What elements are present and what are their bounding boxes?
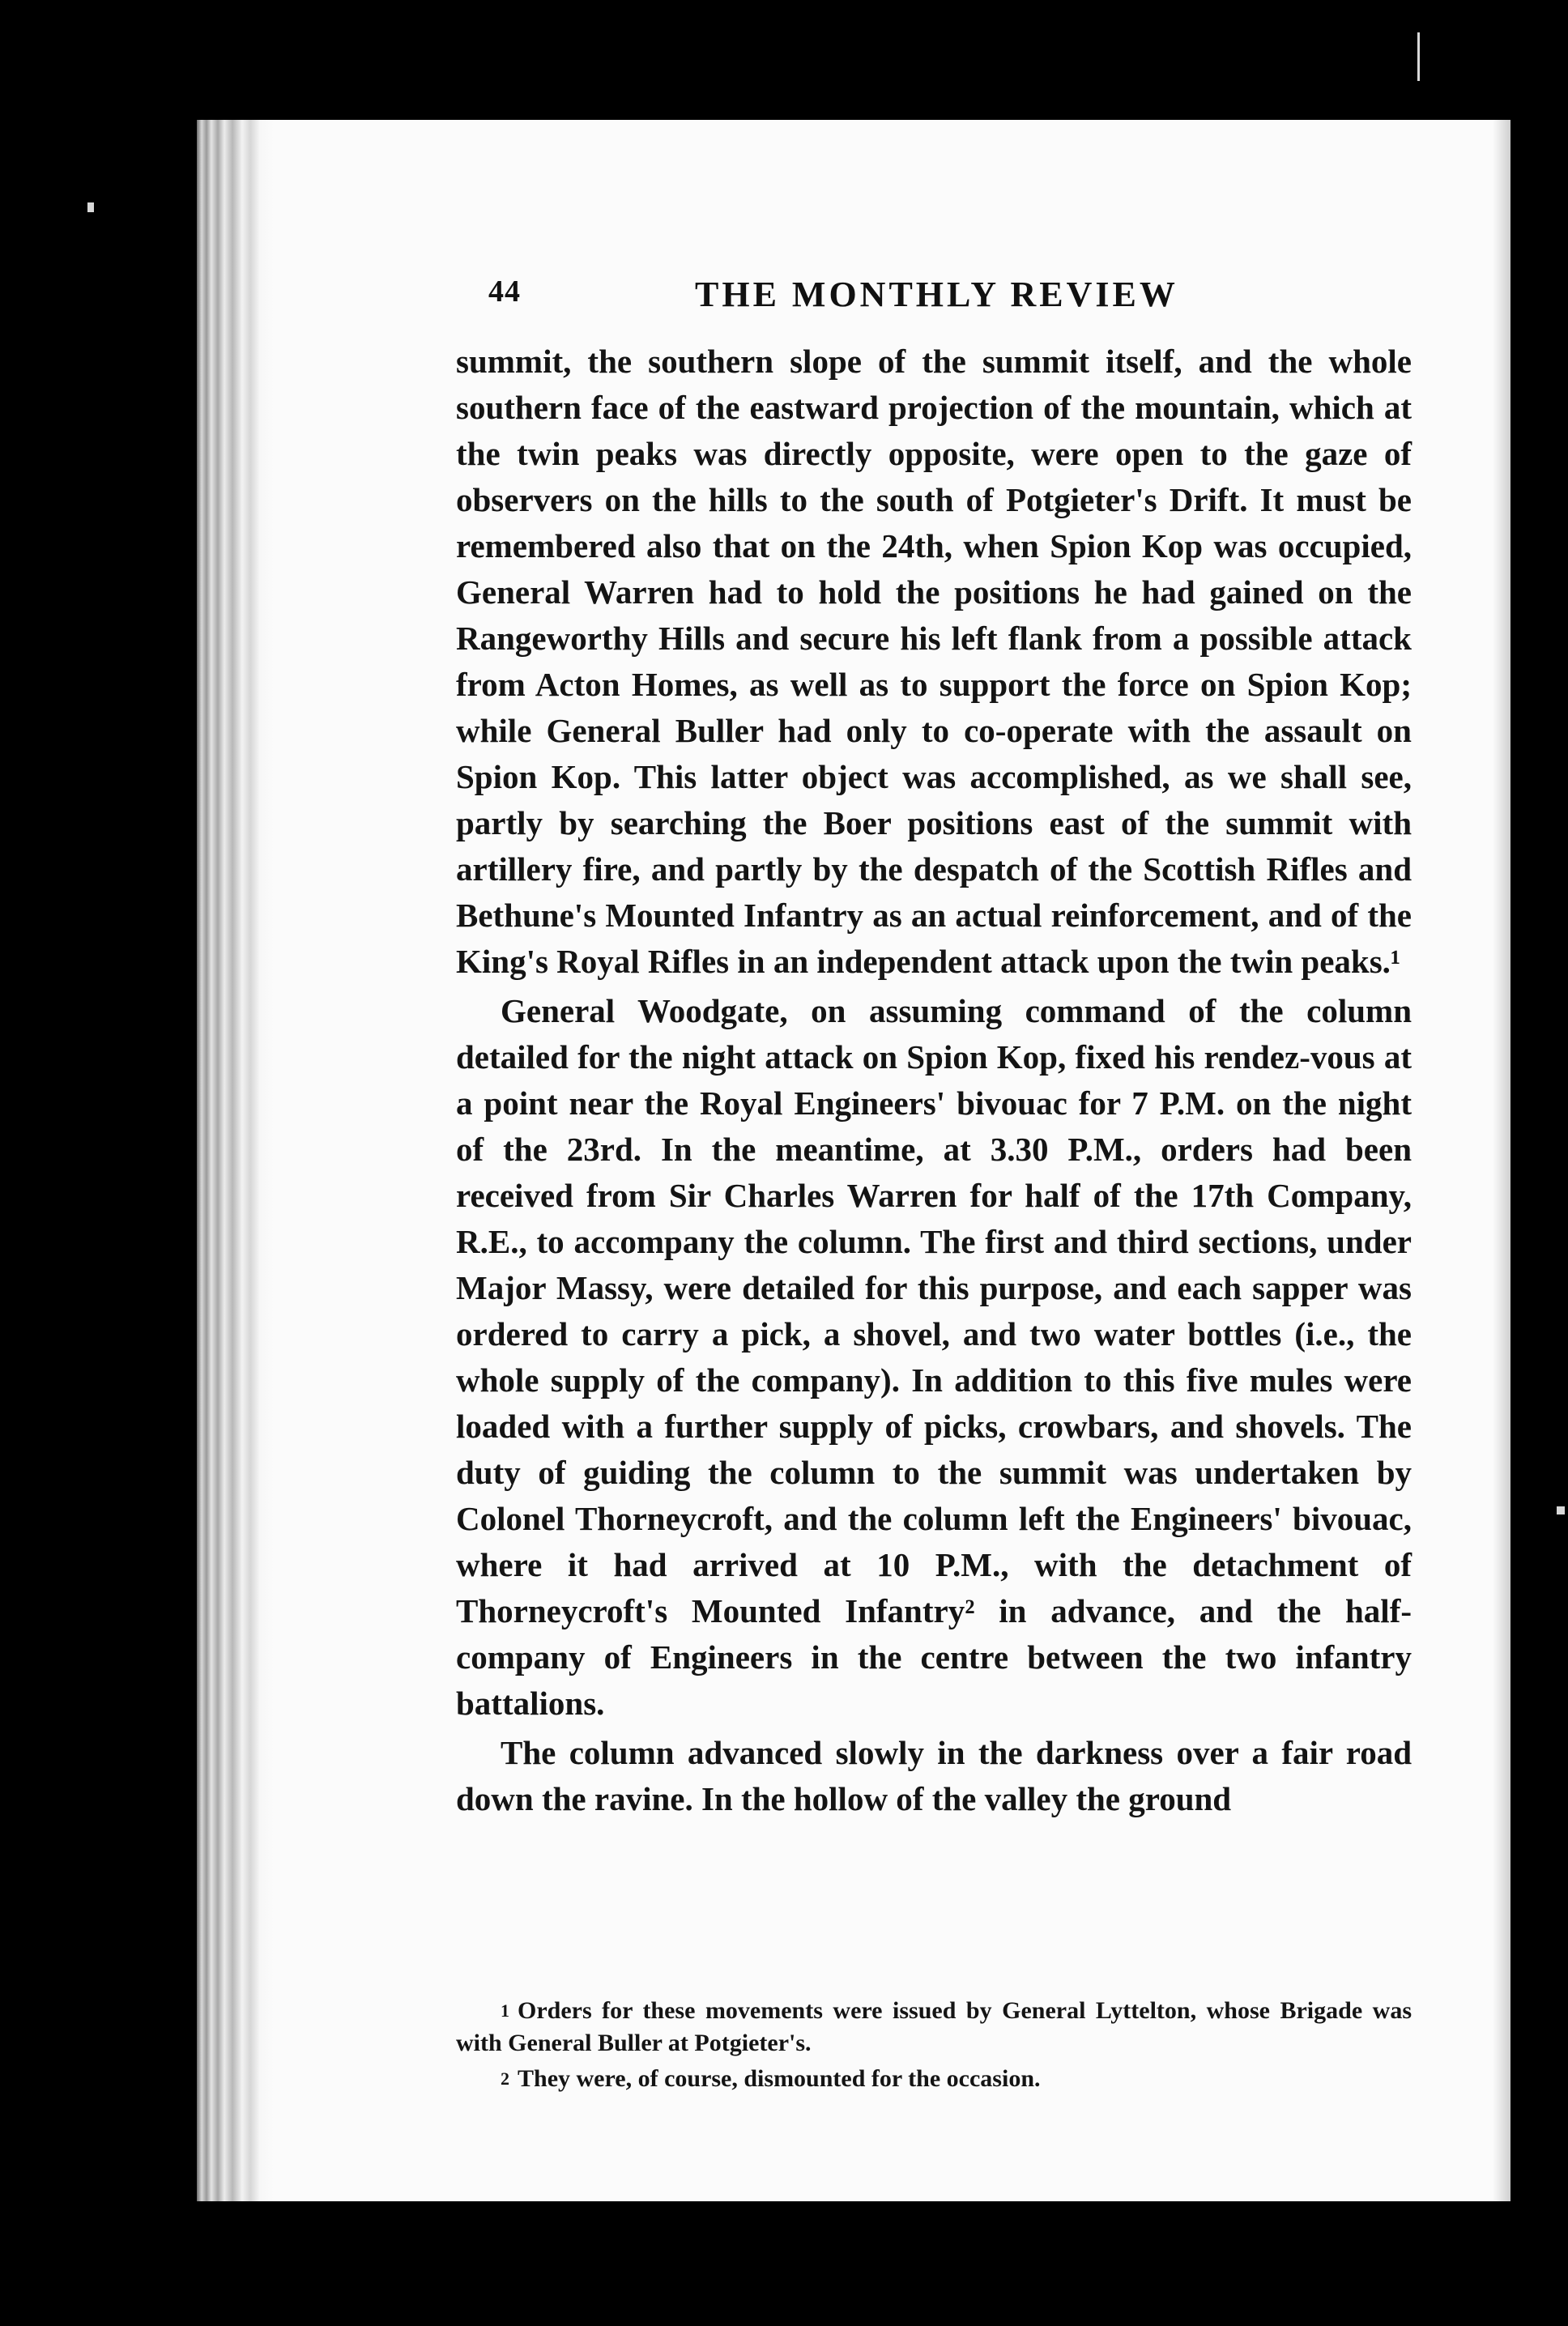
footnote-2 [456, 2063, 1412, 2095]
page-spine-shadow [197, 120, 274, 2201]
footnote-1 [456, 1995, 1412, 2060]
footnote-marker: 2 [501, 2068, 509, 2089]
paragraph-1: summit, the southern slope of the summit itself, and the whole southern face of the eastward projection of the mountain, which at the twin peaks was directly opposite, were open to the gaze of observers on the hills to the south of Potgieter's Drift. It must be remembered also that on the 24th, when Spion Kop was occupied, General Warren had to hold the positions he had gained on the Rangeworthy Hills and secure his left flank from a possible attack from Acton Homes, as well as to support the force on Spion Kop; while General Buller had only to co-operate with the assault on Spion Kop. This latter object was accomplished, as we shall see, partly by searching the Boer positions east of the summit with artillery fire, and partly by the despatch of the Scottish Rifles and Bethune's Mounted Infantry as an actual reinforcement, and of the King's Royal Rifles in an independent attack upon the twin peaks.¹ [456, 343, 1412, 980]
scan-speck [87, 202, 94, 212]
paragraph-2: General Woodgate, on assuming command of the column detailed for the night attack on Spion Kop, fixed his rendez-vous at a point near the Royal Engineers' bivouac for 7 P.M. on the night of the 23rd. In the meantime, at 3.30 P.M., orders had been received from Sir Charles Warren for half of the 17th Company, R.E., to accompany the column. The first and third sections, under Major Massy, were detailed for this purpose, and each sapper was ordered to carry a pick, a shovel, and two water bottles (i.e., the whole supply of the company). In addition to this five mules were loaded with a further supply of picks, crowbars, and shovels. The duty of guiding the column to the summit was undertaken by Colonel Thorneycroft, and the column left the Engineers' bivouac, where it had arrived at 10 P.M., with the detachment of Thorneycroft's Mounted Infantry² in advance, and the half-company of Engineers in the centre between the two infantry battalions. [456, 992, 1412, 1722]
page-number: 44 [488, 275, 521, 309]
paragraph-3: The column advanced slowly in the darkness over a fair road down the ravine. In the hollow of the valley the ground [456, 1734, 1412, 1817]
running-title: THE MONTHLY REVIEW [695, 275, 1178, 314]
main-text [456, 339, 1412, 1825]
footnotes [456, 1995, 1412, 2098]
scan-speck [1557, 1506, 1565, 1514]
page-header [488, 274, 1428, 322]
footnote-text: Orders for these movements were issued by General Lyttelton, whose Brigade was with General Buller at Potgieter's. [456, 1997, 1412, 2056]
footnote-text: They were, of course, dismounted for the occasion. [518, 2065, 1041, 2092]
footnote-marker: 1 [501, 2000, 509, 2021]
book-page [197, 120, 1510, 2201]
page-edge-shadow [1493, 120, 1510, 2201]
scan-speck [1417, 32, 1420, 81]
